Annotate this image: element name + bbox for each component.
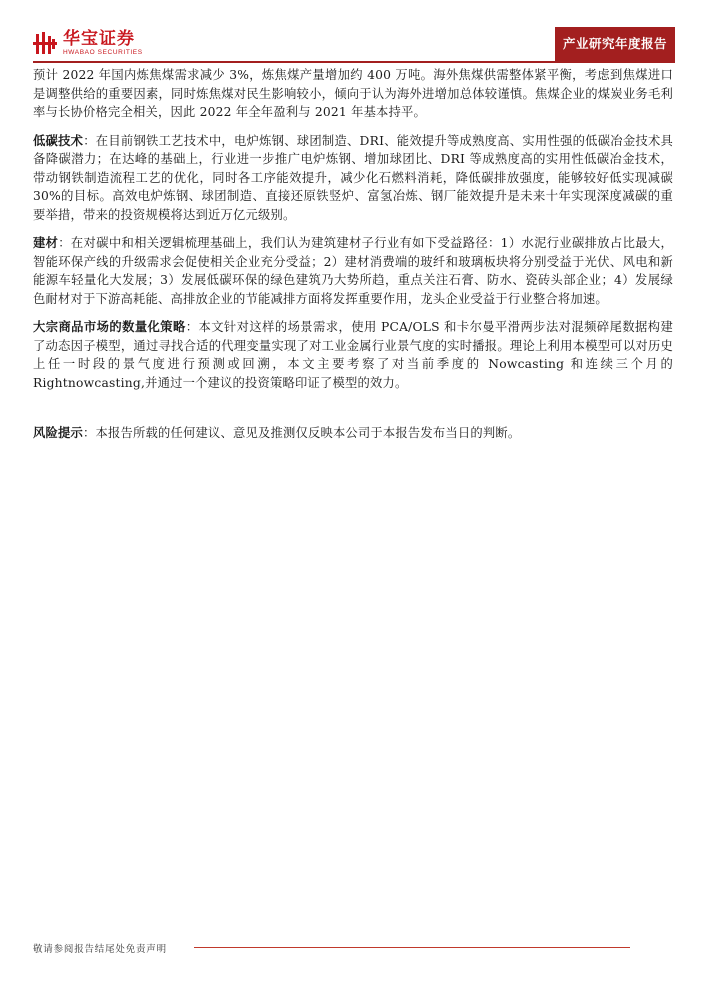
paragraph-text: ：本文针对这样的场景需求，使用 PCA/OLS 和卡尔曼平滑两步法对混频碎尾数据构建了动态因子模型，通过寻找合适的代理变量实现了对工业金属行业景气度的实时播报。理论上利用本模型可以对历史上任一时段的景气度进行预测或回溯，本文主要考察了对当前季度的 Nowcasting 和连续三个月的 Rightnowcasting,并通过一个建议的投资策略印证了模型的效力。	[33, 320, 673, 390]
logo-en-text: HWABAO SECURITIES	[63, 49, 143, 56]
paragraph-coking-coal	[33, 66, 673, 122]
paragraph-lead: 风险提示	[33, 426, 83, 440]
footer-divider	[194, 947, 630, 948]
paragraph-lead: 建材	[33, 236, 59, 250]
paragraph-building-materials	[33, 234, 673, 308]
logo-cn-text: 华宝证券	[63, 29, 135, 49]
paragraph-lead: 低碳技术	[33, 133, 84, 148]
company-logo	[33, 30, 143, 60]
paragraph-text: 预计 2022 年国内炼焦煤需求减少 3%，炼焦煤产量增加约 400 万吨。海外焦煤供需整体紧平衡，考虑到焦煤进口是调整供给的重要因素，同时炼焦煤对民生影响较小，倾向于认为海外进增加总体较谨慎。焦煤企业的煤炭业务毛利率与长协价格完全相关，因此 2022 年全年盈利与 2021 年基本持平。	[33, 68, 673, 119]
footer-disclaimer: 敬请参阅报告结尾处免责声明	[33, 944, 167, 955]
paragraph-text: ：在目前钢铁工艺技术中，电炉炼钢、球团制造、DRI、能效提升等成熟度高、实用性强的低碳冶金技术具备降碳潜力；在达峰的基础上，行业进一步推广电炉炼钢、增加球团比、DRI 等成熟度高的实用性低碳冶金技术，带动钢铁制造流程工艺的优化，同时各工序能效提升，减少化石燃料消耗，降低碳排放强度，能够较好低实现减碳 30%的目标。高效电炉炼钢、球团制造、直接还原铁竖炉、富氢冶炼、钢厂能效提升是未来十年实现深度减碳的重要举措，带来的投资规模将达到近万亿元级别。	[33, 133, 673, 222]
paragraph-text: ：在对碳中和相关逻辑梳理基础上，我们认为建筑建材子行业有如下受益路径：1）水泥行业碳排放占比最大，智能环保产线的升级需求会促使相关企业充分受益；2）建材消费端的玻纤和玻璃板块将分别受益于光伏、风电和新能源车轻量化大发展；3）发展低碳环保的绿色建筑乃大势所趋，重点关注石膏、防水、瓷砖头部企业；4）发展绿色耐材对于下游高耗能、高排放企业的节能减排方面将发挥重要作用，龙头企业受益于行业整合将加速。	[33, 236, 673, 306]
hwabao-logo-icon	[33, 30, 59, 56]
report-type-tag: 产业研究年度报告	[555, 27, 675, 61]
header-divider	[33, 61, 675, 63]
paragraph-risk-warning	[33, 424, 673, 443]
paragraph-text: ：本报告所载的任何建议、意见及推测仅反映本公司于本报告发布当日的判断。	[83, 426, 521, 440]
page-header	[0, 0, 706, 64]
paragraph-low-carbon-tech	[33, 132, 673, 225]
paragraph-lead: 大宗商品市场的数量化策略	[33, 320, 186, 334]
report-body	[33, 66, 673, 443]
paragraph-quant-strategy	[33, 318, 673, 392]
